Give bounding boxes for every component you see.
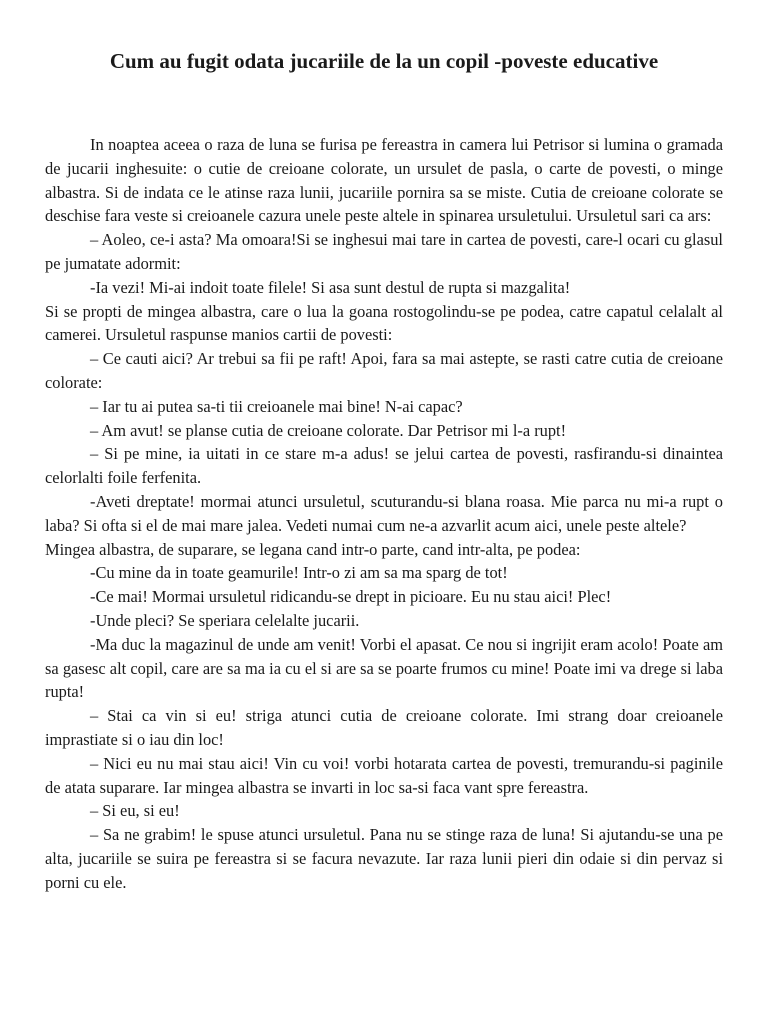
paragraph-1: In noaptea aceea o raza de luna se furisa pe fereastra in camera lui Petrisor si lumina o gramada de jucarii inghesuite: o cutie de creioane colorate, un ursulet de pasla, o carte de povesti, o minge albastra. Si de indata ce le atinse raza lunii, jucariile pornira sa se miste. Cutia de creioane colorate se deschise fara veste si creioanele cazura unele peste altele in spinarea ursuletului. Ursuletul sari ca ars: (45, 135, 723, 226)
paragraph-8: – Si pe mine, ia uitati in ce stare m-a adus! se jelui cartea de povesti, rasfirandu-si dinaintea celorlalti foile ferfenita. (45, 444, 723, 488)
paragraph-18: – Sa ne grabim! le spuse atunci ursuletul. Pana nu se stinge raza de luna! Si ajutandu-se una pe alta, jucariile se suira pe fereastra si se facura nevazute. Iar raza lunii pieri din odaie si din pervaz si porni cu ele. (45, 825, 723, 892)
paragraph-12: -Ce mai! Mormai ursuletul ridicandu-se drept in picioare. Eu nu stau aici! Plec! (90, 587, 612, 607)
paragraph-6: – Iar tu ai putea sa-ti tii creioanele mai bine! N-ai capac? (90, 396, 463, 416)
paragraph-9: -Aveti dreptate! mormai atunci ursuletul, scuturandu-si blana roasa. Mie parca nu mi-a rupt o laba? Si ofta si el de mai mare jalea. Vedeti numai cum ne-a azvarlit acum aici, unele peste altele? (45, 491, 723, 535)
story-body (45, 133, 723, 895)
paragraph-17: – Si eu, si eu! (90, 801, 180, 821)
paragraph-3: -Ia vezi! Mi-ai indoit toate filele! Si asa sunt destul de rupta si mazgalita! (90, 277, 571, 297)
paragraph-5: – Ce cauti aici? Ar trebui sa fii pe raft! Apoi, fara sa mai astepte, se rasti catre cutia de creioane colorate: (45, 349, 723, 392)
paragraph-14: -Ma duc la magazinul de unde am venit! Vorbi el apasat. Ce nou si ingrijit eram acolo! Poate am sa gasesc alt copil, care are sa ma ia cu el si are sa se poarte frumos cu mine! Poate imi va drege si laba rupta! (45, 634, 723, 702)
paragraph-13: -Unde pleci? Se speriara celelalte jucarii. (90, 610, 360, 630)
paragraph-15: – Stai ca vin si eu! striga atunci cutia de creioane colorate. Imi strang doar creioanele imprastiate si o iau din loc! (45, 706, 723, 749)
paragraph-4: Si se propti de mingea albastra, care o lua la goana rostogolindu-se pe podea, catre capatul celalalt al camerei. Ursuletul raspunse manios cartii de povesti: (45, 301, 723, 345)
paragraph-2: – Aoleo, ce-i asta? Ma omoara!Si se inghesui mai tare in cartea de povesti, care-l ocari cu glasul pe jumatate adormit: (45, 230, 723, 273)
paragraph-11: -Cu mine da in toate geamurile! Intr-o zi am sa ma sparg de tot! (90, 563, 508, 583)
paragraph-10: Mingea albastra, de suparare, se legana cand intr-o parte, cand intr-alta, pe podea: (45, 539, 581, 559)
paragraph-7: – Am avut! se planse cutia de creioane colorate. Dar Petrisor mi l-a rupt! (90, 420, 567, 440)
paragraph-16: – Nici eu nu mai stau aici! Vin cu voi! vorbi hotarata cartea de povesti, tremurandu-si paginile de atata suparare. Iar mingea albastra se invarti in loc sa-si faca vant spre fereastra. (45, 753, 723, 797)
document-title: Cum au fugit odata jucariile de la un copil -poveste educative (109, 49, 659, 73)
